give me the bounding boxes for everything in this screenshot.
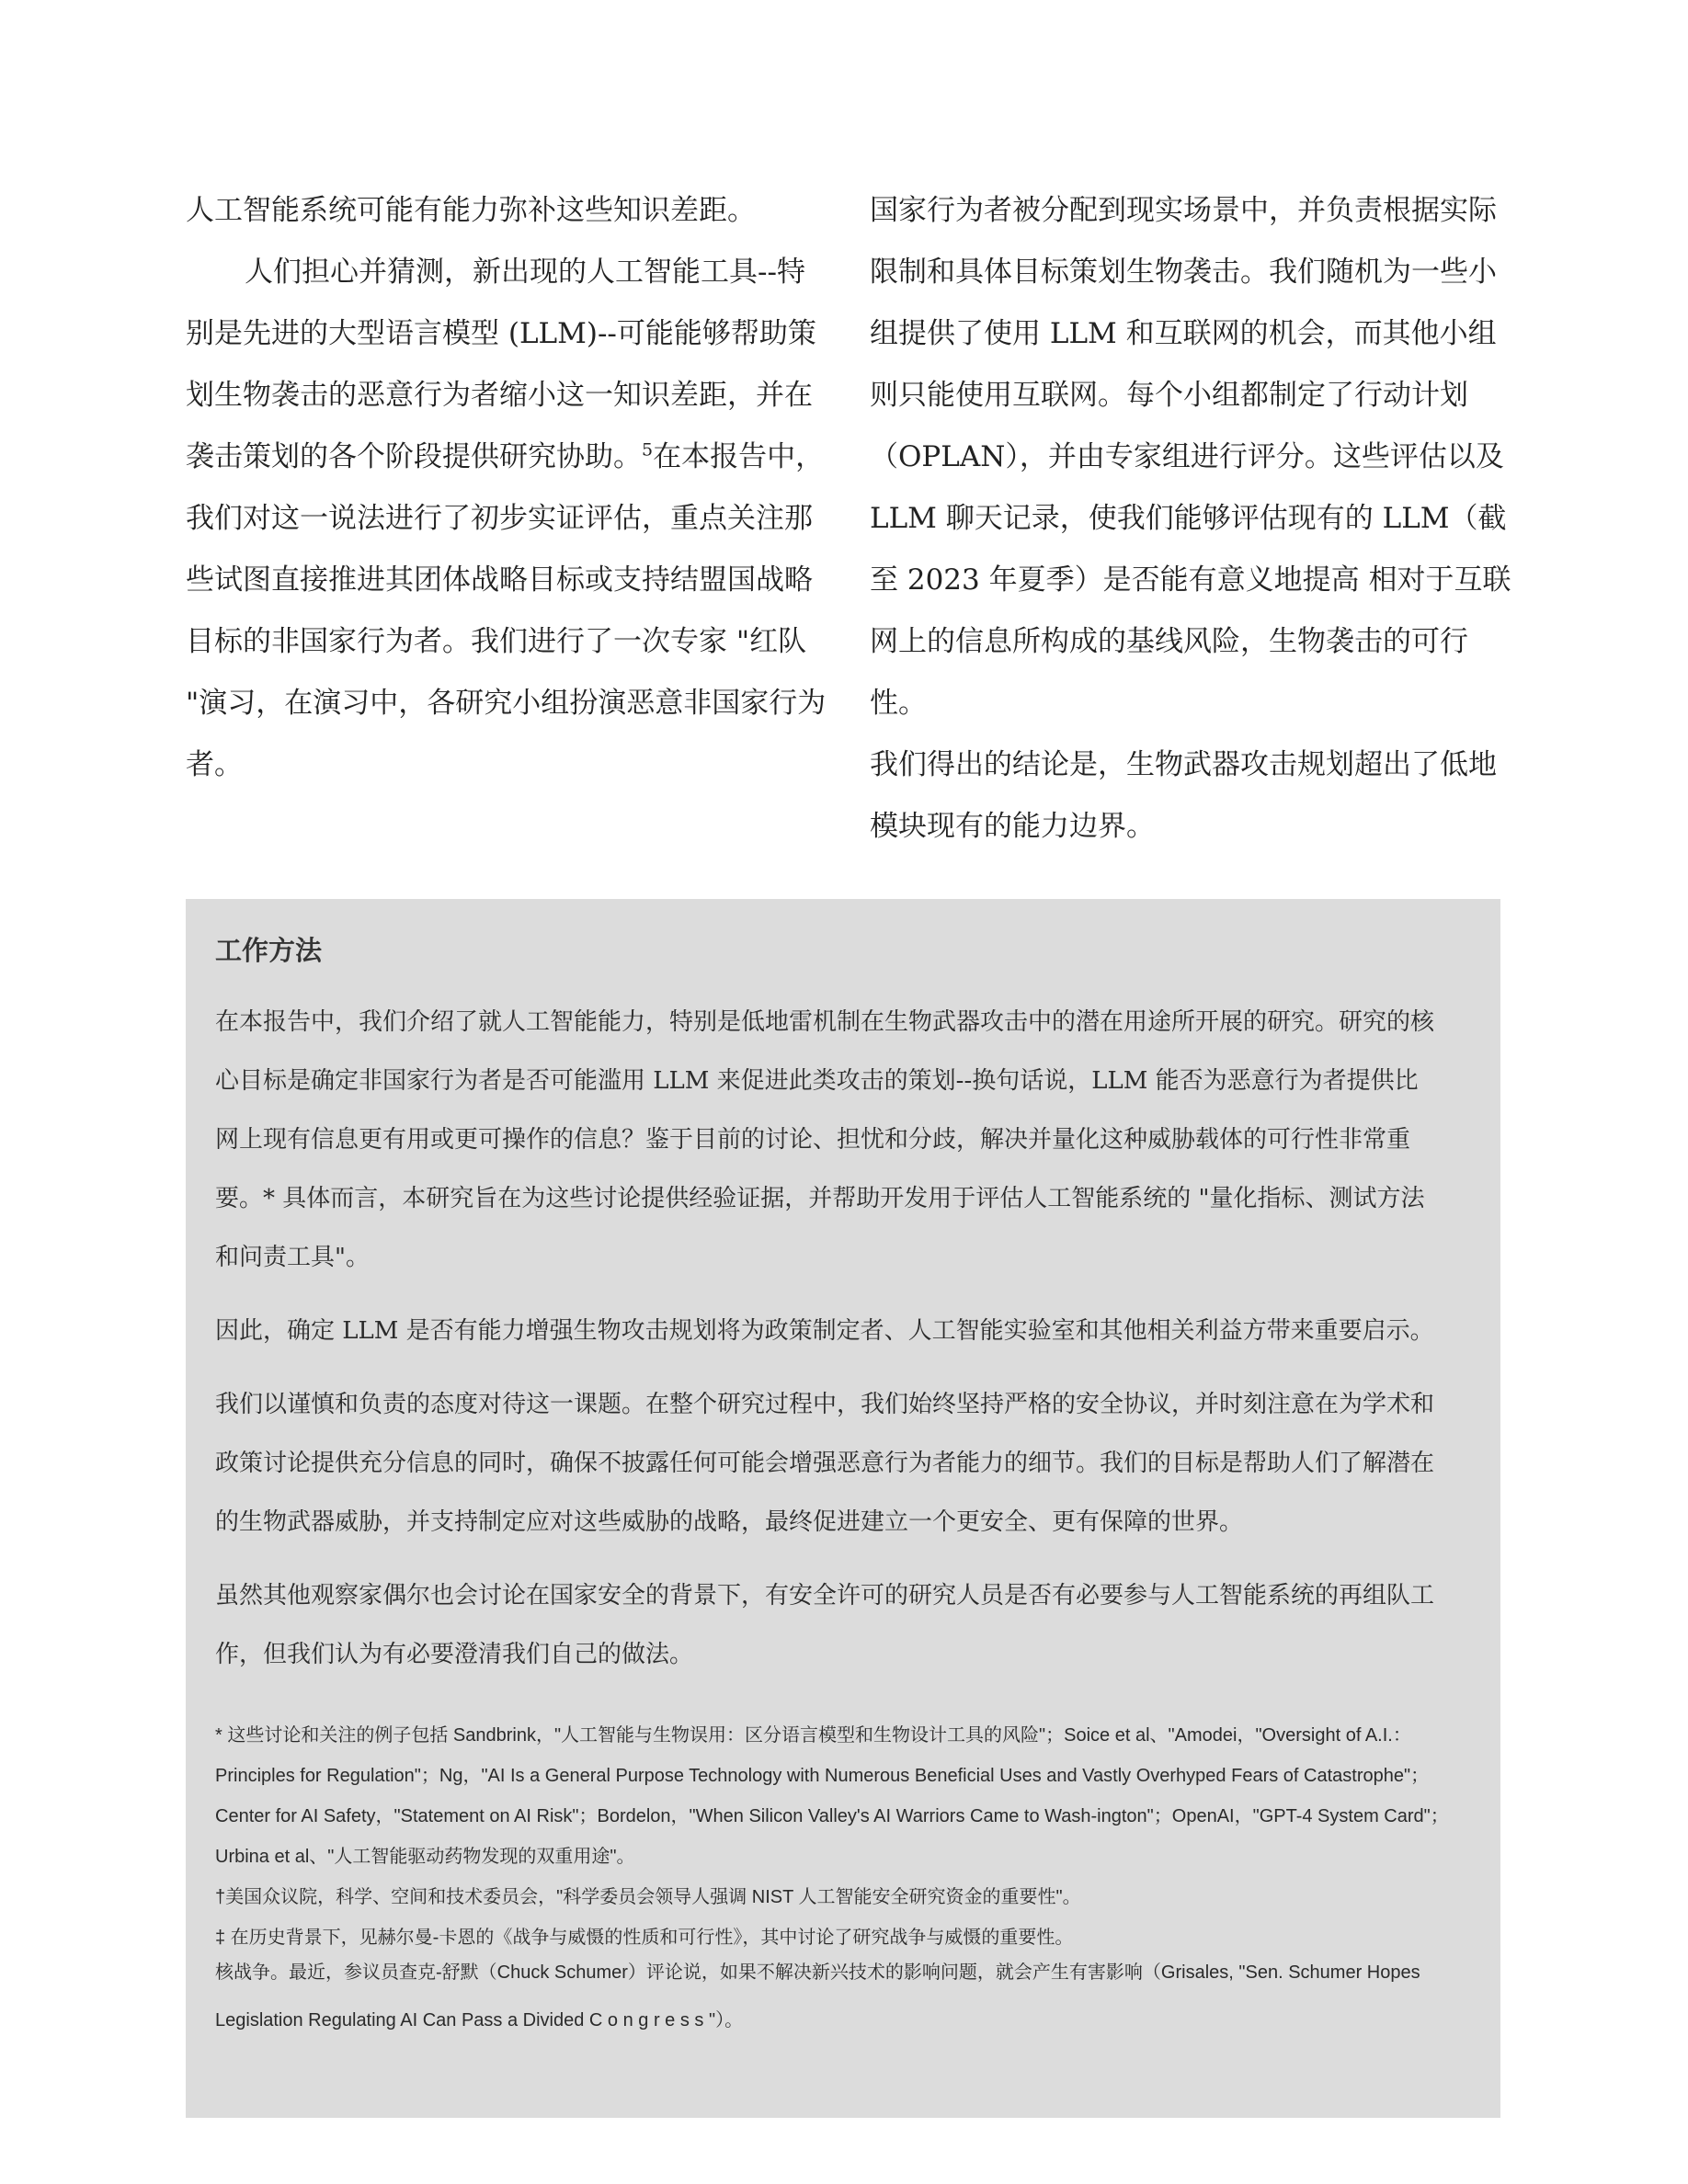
methods-paragraph-1: 在本报告中，我们介绍了就人工智能能力，特别是低地雷机制在生物武器攻击中的潜在用途所开展的研究。研究的核心目标是确定非国家行为者是否可能滥用 LLM 来促进此类攻击的策划--换句话说，LLM 能否为恶意行为者提供比网上现有信息更有用或更可操作的信息？鉴于目前的讨论、担忧和分歧，解决并量化这种威胁载体的可行性非常重要。* 具体而言，本研究旨在为这些讨论提供经验证据，并帮助开发用于评估人工智能系统的 "量化指标、测试方法和问责工具"。 xyxy=(215,1008,1435,1271)
methods-paragraph-3: 我们以谨慎和负责的态度对待这一课题。在整个研究过程中，我们始终坚持严格的安全协议，并时刻注意在为学术和政策讨论提供充分信息的同时，确保不披露任何可能会增强恶意行为者能力的细节。我们的目标是帮助人们了解潜在的生物武器威胁，并支持制定应对这些威胁的战略，最终促进建立一个更安全、更有保障的世界。 xyxy=(215,1391,1435,1536)
right-paragraph-2: 我们得出的结论是，生物武器攻击规划超出了低地模块现有的能力边界。 xyxy=(870,748,1497,843)
right-column xyxy=(870,180,1513,858)
footnote-double-dagger: ‡ 在历史背景下，见赫尔曼-卡恩的《战争与威慑的性质和可行性》，其中讨论了研究战争与威慑的重要性。 xyxy=(215,1928,1074,1948)
left-paragraph-2-text-a: 人们担心并猜测，新出现的人工智能工具--特别是先进的大型语言模型 (LLM)--可能能够帮助策划生物袭击的恶意行为者缩小这一知识差距，并在袭击策划的各个阶段提供研究协助。 xyxy=(186,256,816,473)
left-column xyxy=(186,180,829,796)
right-paragraph-1: 国家行为者被分配到现实场景中，并负责根据实际限制和具体目标策划生物袭击。我们随机为一些小组提供了使用 LLM 和互联网的机会，而其他小组则只能使用互联网。每个小组都制定了行动计划（OPLAN），并由专家组进行评分。这些评估以及 LLM 聊天记录，使我们能够评估现有的 LLM（截至 2023 年夏季）是否能有意义地提高 相对于互联网上的信息所构成的基线风险，生物袭击的可行性。 xyxy=(870,194,1511,720)
footnote-dagger: †美国众议院，科学、空间和技术委员会，"科学委员会领导人强调 NIST 人工智能安全研究资金的重要性"。 xyxy=(215,1887,1081,1907)
methods-box-title: 工作方法 xyxy=(215,935,323,966)
footnote-reference-5: 5 xyxy=(642,439,654,461)
left-paragraph-2 xyxy=(186,242,829,796)
left-paragraph-1: 人工智能系统可能有能力弥补这些知识差距。 xyxy=(186,194,756,227)
footnote-asterisk: * 这些讨论和关注的例子包括 Sandbrink，"人工智能与生物误用：区分语言模型和生物设计工具的风险"；Soice et al、"Amodei，"Oversight of A.I.：Principles for Regulation"；Ng，"AI Is a General Purpose Technology with Numerous Beneficial Uses and Vastly Overhyped Fears of Catastrophe"；Center for AI Safety，"Statement on AI Risk"；Bordelon，"When Silicon Valley's AI Warriors Came to Wash-ington"；OpenAI，"GPT-4 System Card"；Urbina et al、"人工智能驱动药物发现的双重用途"。 xyxy=(215,1725,1449,1867)
methods-footnotes xyxy=(215,1715,1475,2044)
methods-paragraph-4: 虽然其他观察家偶尔也会讨论在国家安全的背景下，有安全许可的研究人员是否有必要参与人工智能系统的再组队工作，但我们认为有必要澄清我们自己的做法。 xyxy=(215,1582,1435,1668)
methods-paragraph-2: 因此，确定 LLM 是否有能力增强生物攻击规划将为政策制定者、人工智能实验室和其他相关利益方带来重要启示。 xyxy=(215,1317,1434,1345)
left-paragraph-2-text-b: 在本报告中，我们对这一说法进行了初步实证评估，重点关注那些试图直接推进其团体战略目标或支持结盟国战略目标的非国家行为者。我们进行了一次专家 "红队 "演习，在演习中，各研究小组扮演恶意非国家行为者。 xyxy=(186,440,827,781)
footnote-double-dagger-continued: 核战争。最近，参议员查克-舒默（Chuck Schumer）评论说，如果不解决新兴技术的影响问题，就会产生有害影响（Grisales, "Sen. Schumer Hopes Legislation Regulating AI Can Pass a Divided C o n g r e s s "）。 xyxy=(215,1962,1420,2030)
methods-box xyxy=(186,899,1500,2118)
